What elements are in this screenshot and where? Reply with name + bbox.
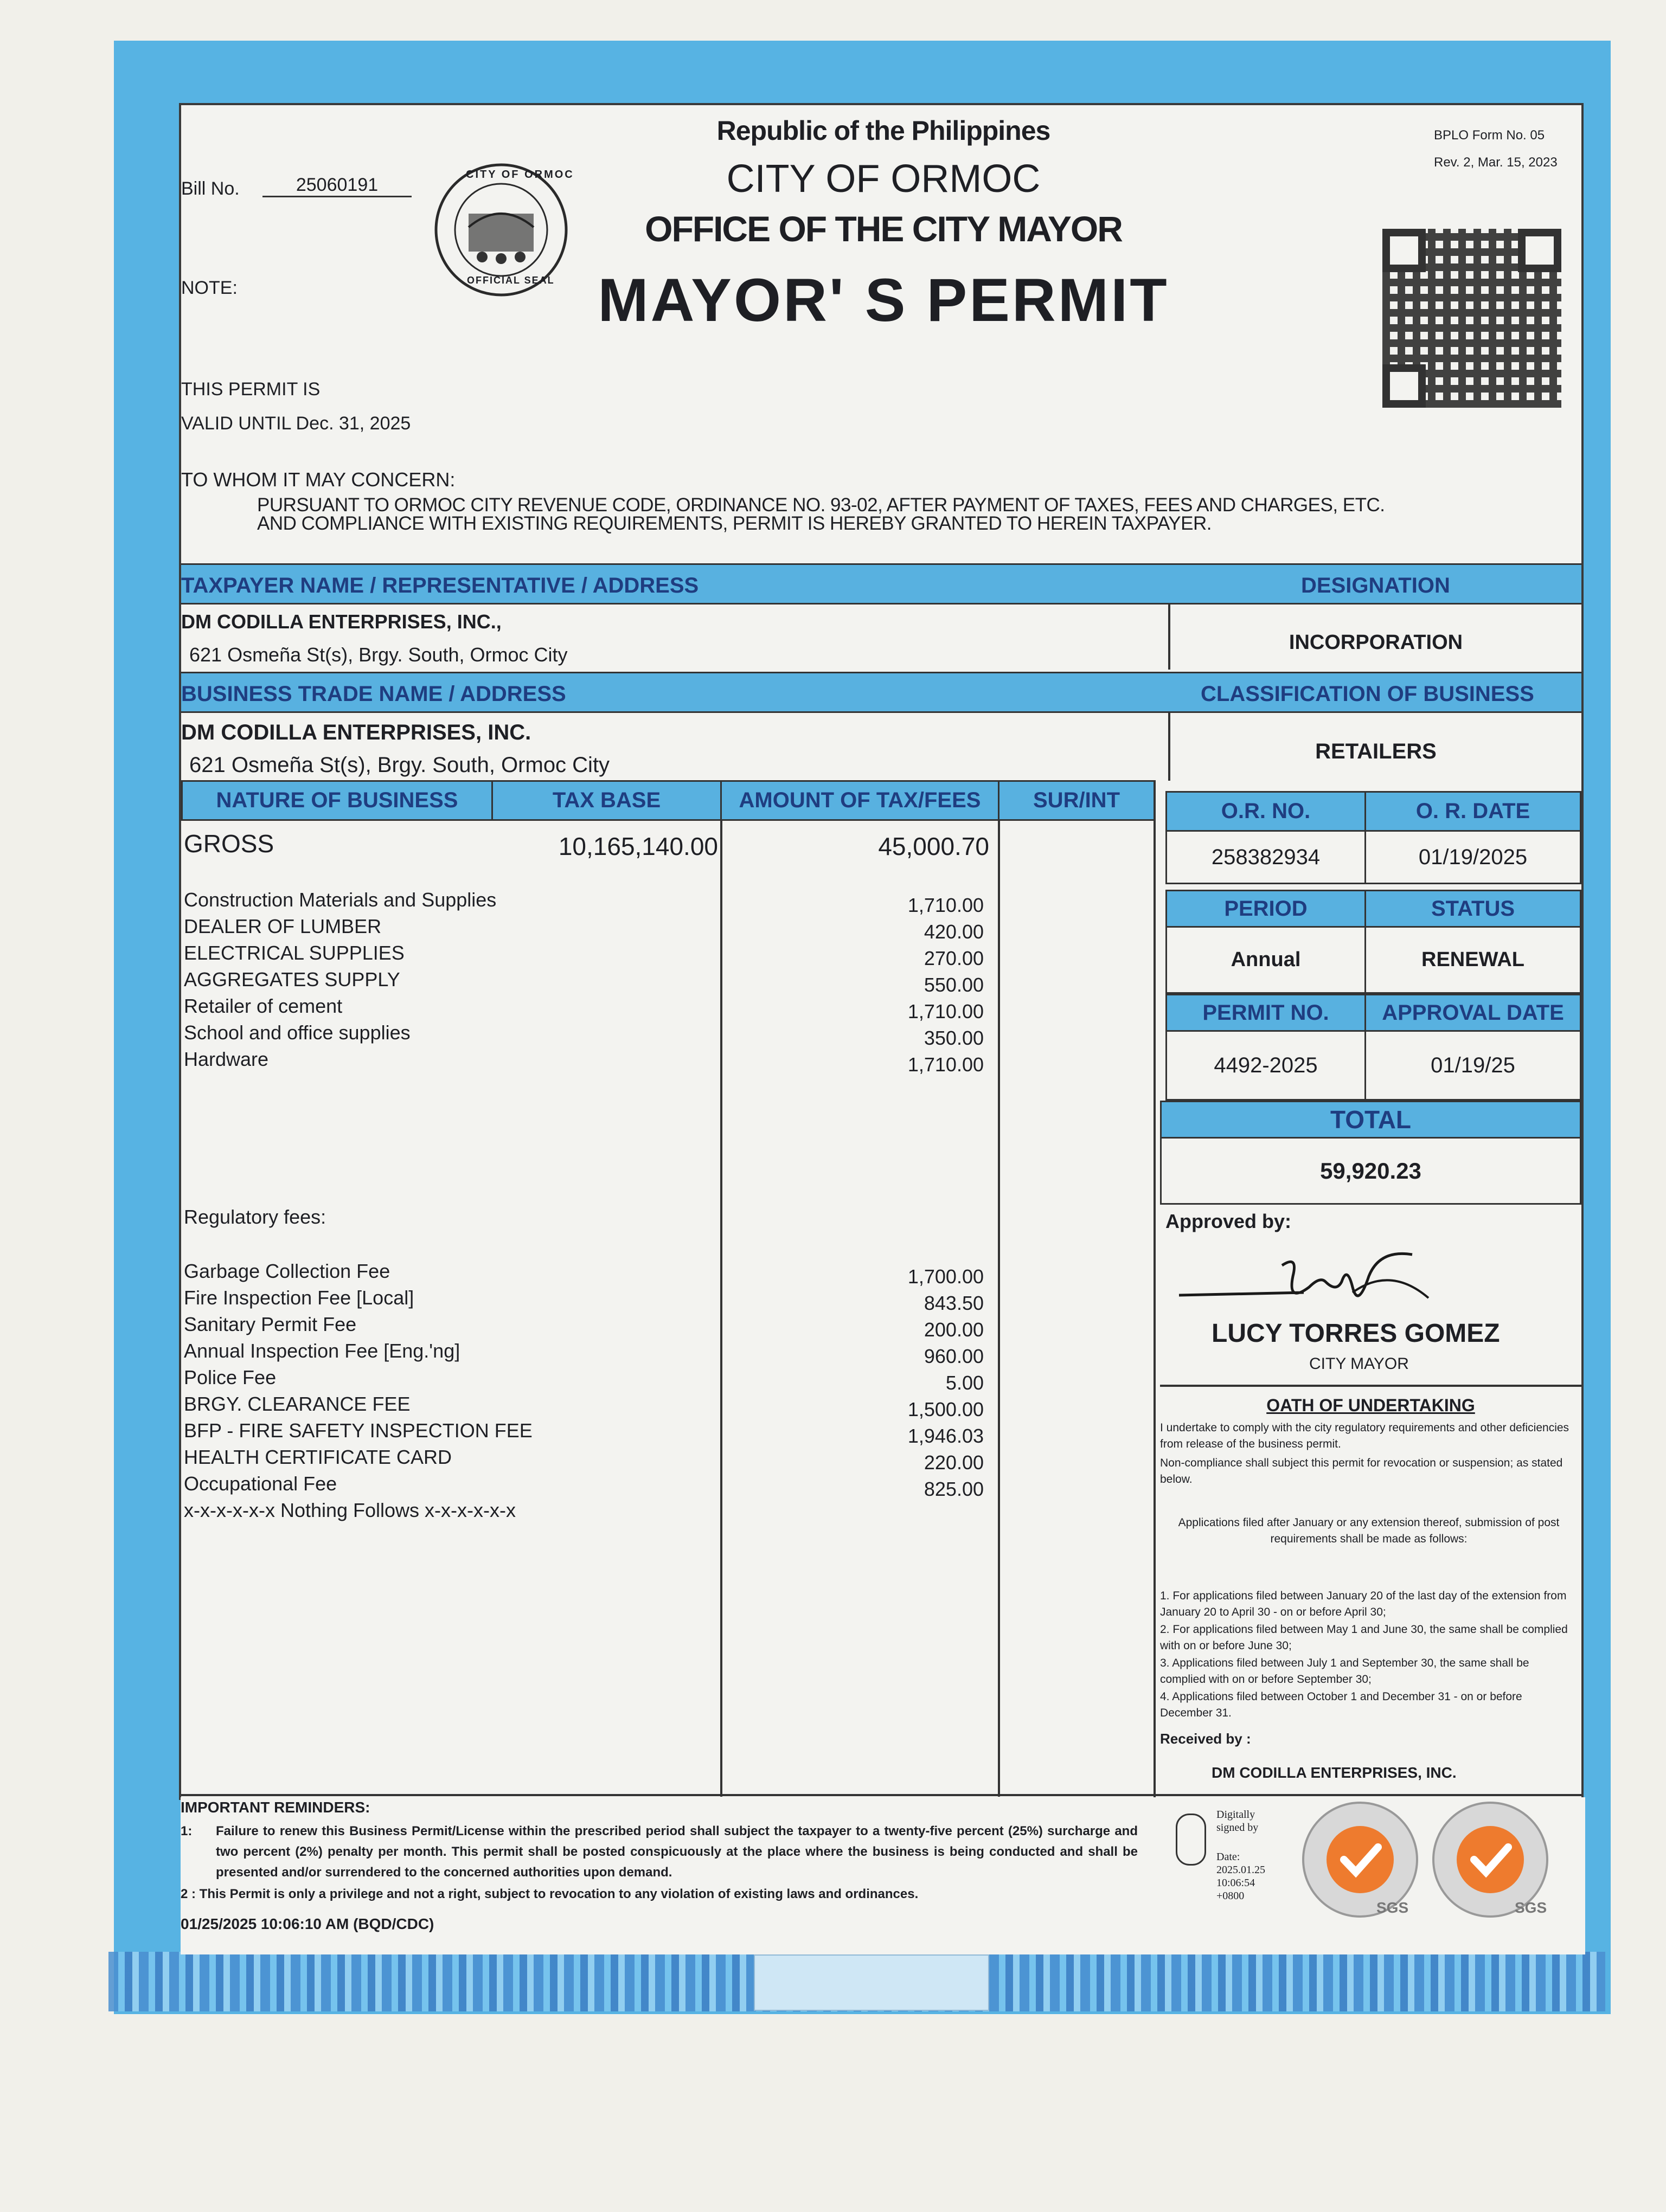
digital-signature-block — [1216, 1808, 1265, 1902]
digital-sig-line4: 2025.01.25 — [1216, 1864, 1265, 1876]
concern-line2: AND COMPLIANCE WITH EXISTING REQUIREMENTS, PERMIT IS HEREBY GRANTED TO HEREIN TAXPAYER. — [257, 513, 1212, 534]
period-label: PERIOD — [1165, 890, 1366, 928]
sgs-label: SGS — [1376, 1899, 1409, 1916]
oath-paragraph-3: Applications filed after January or any extension thereof, submission of post requirements shall be made as follows: — [1178, 1516, 1560, 1545]
validity-line1: THIS PERMIT IS — [181, 379, 321, 400]
business-address: 621 Osmeña St(s), Brgy. South, Ormoc City — [189, 753, 610, 777]
qr-code-icon — [1382, 229, 1561, 408]
period-value: Annual — [1165, 926, 1366, 994]
list-item: HEALTH CERTIFICATE CARD — [184, 1446, 452, 1468]
taxpayer-address: 621 Osmeña St(s), Brgy. South, Ormoc City — [189, 644, 568, 666]
taxpayer-name: DM CODILLA ENTERPRISES, INC., — [181, 610, 502, 633]
republic-header: Republic of the Philippines — [716, 115, 1050, 146]
permit-no-value: 4492-2025 — [1165, 1030, 1366, 1101]
col-nature: NATURE OF BUSINESS — [181, 780, 493, 821]
approved-by-label: Approved by: — [1165, 1210, 1292, 1232]
oath-item-2: 2. For applications filed between May 1 and June 30, the same shall be complied with on or before June 30; — [1160, 1623, 1568, 1652]
list-item: Police Fee — [184, 1366, 277, 1388]
designation-value: INCORPORATION — [1289, 631, 1463, 654]
oath-paragraph-1: I undertake to comply with the city regulatory requirements and other deficiencies from release of the business permit. — [1160, 1422, 1569, 1450]
total-value: 59,920.23 — [1160, 1137, 1581, 1205]
regulatory-label: Regulatory fees: — [184, 1206, 326, 1228]
taxpayer-header-bar — [181, 563, 1581, 605]
digital-sig-line3: Date: — [1216, 1851, 1240, 1863]
list-item: Fire Inspection Fee [Local] — [184, 1287, 414, 1309]
taxpayer-header: TAXPAYER NAME / REPRESENTATIVE / ADDRESS — [181, 574, 699, 597]
list-item: Retailer of cement — [184, 995, 343, 1017]
divider — [181, 1794, 1581, 1796]
concern-line1: PURSUANT TO ORMOC CITY REVENUE CODE, ORDINANCE NO. 93-02, AFTER PAYMENT OF TAXES, FEES AND CHARGES, ETC. — [257, 494, 1385, 516]
sgs-badge-icon — [1428, 1797, 1553, 1922]
business-header: BUSINESS TRADE NAME / ADDRESS — [181, 682, 566, 706]
or-no-value: 258382934 — [1165, 830, 1366, 884]
list-item: Garbage Collection Fee — [184, 1260, 390, 1282]
received-by-name: DM CODILLA ENTERPRISES, INC. — [1212, 1764, 1457, 1781]
digital-sig-line6: +0800 — [1216, 1890, 1245, 1902]
reminder-1-number: 1: — [181, 1824, 193, 1838]
business-header-bar — [181, 672, 1581, 713]
seal-bottom-text: OFFICIAL SEAL — [467, 275, 555, 286]
list-item: Hardware — [184, 1048, 269, 1070]
paperclip-icon — [1176, 1814, 1206, 1866]
status-value: RENEWAL — [1364, 926, 1581, 994]
mayor-name: LUCY TORRES GOMEZ — [1212, 1319, 1500, 1348]
approval-date-label: APPROVAL DATE — [1364, 994, 1581, 1032]
reminders-title: IMPORTANT REMINDERS: — [181, 1799, 370, 1816]
or-no-label: O.R. NO. — [1165, 791, 1366, 832]
list-item-amount: 1,946.03 — [907, 1425, 984, 1447]
oath-item-1: 1. For applications filed between January 20 of the last day of the extension from January 20 to April 30 - on or before April 30; — [1160, 1590, 1567, 1618]
sgs-label: SGS — [1515, 1899, 1547, 1916]
permit-document — [179, 103, 1584, 1800]
list-item: Annual Inspection Fee [Eng.'ng] — [184, 1340, 460, 1362]
permit-title: MAYOR' S PERMIT — [598, 266, 1169, 334]
divider — [720, 821, 722, 1797]
list-item-amount: 825.00 — [924, 1478, 984, 1500]
or-date-value: 01/19/2025 — [1364, 830, 1581, 884]
classification-header: CLASSIFICATION OF BUSINESS — [1201, 682, 1534, 706]
oath-item-4: 4. Applications filed between October 1 and December 31 - on or before December 31. — [1160, 1690, 1522, 1719]
list-item: Sanitary Permit Fee — [184, 1313, 357, 1335]
mayor-title: CITY MAYOR — [1309, 1355, 1409, 1373]
classification-value: RETAILERS — [1315, 740, 1437, 763]
list-item-amount: 350.00 — [924, 1027, 984, 1049]
reminder-1-text: Failure to renew this Business Permit/License within the prescribed period shall subject the taxpayer to a twenty-five percent (25%) surcharge and two percent (2%) penalty per month. This permit shall be posted conspicuously at the place where the business is being conducted and shall be presented and/or surrendered to the concerned authorities upon demand. — [216, 1824, 1138, 1880]
col-amount: AMOUNT OF TAX/FEES — [720, 780, 999, 821]
list-item-amount: 220.00 — [924, 1451, 984, 1474]
permit-no-label: PERMIT NO. — [1165, 994, 1366, 1032]
bottom-barcode-area — [754, 1954, 989, 2011]
digital-sig-line5: 10:06:54 — [1216, 1877, 1255, 1889]
list-item: BRGY. CLEARANCE FEE — [184, 1393, 411, 1415]
list-item-amount: 1,710.00 — [907, 1000, 984, 1023]
oath-paragraph-2: Non-compliance shall subject this permit for revocation or suspension; as stated below. — [1160, 1457, 1563, 1486]
oath-item-3: 3. Applications filed between July 1 and September 30, the same shall be complied with on or before September 30; — [1160, 1657, 1529, 1686]
concern-salutation: TO WHOM IT MAY CONCERN: — [181, 468, 456, 491]
city-name: CITY OF ORMOC — [726, 157, 1041, 201]
digital-sig-line2: signed by — [1216, 1822, 1259, 1834]
note-label: NOTE: — [181, 278, 238, 298]
list-item-amount: 843.50 — [924, 1292, 984, 1314]
gross-label: GROSS — [184, 829, 274, 858]
list-item: School and office supplies — [184, 1021, 411, 1044]
total-label: TOTAL — [1160, 1101, 1581, 1139]
list-item-amount: 270.00 — [924, 947, 984, 969]
list-item-amount: 1,710.00 — [907, 1053, 984, 1076]
digital-sig-line1: Digitally — [1216, 1809, 1255, 1821]
list-item: DEALER OF LUMBER — [184, 915, 382, 937]
designation-header: DESIGNATION — [1301, 574, 1450, 597]
divider — [1154, 780, 1156, 1799]
status-label: STATUS — [1364, 890, 1581, 928]
divider — [998, 821, 1000, 1797]
received-by-label: Received by : — [1160, 1731, 1251, 1747]
sgs-badge-icon — [1298, 1797, 1422, 1922]
validity-line2: VALID UNTIL Dec. 31, 2025 — [181, 413, 411, 434]
list-item-amount: 200.00 — [924, 1319, 984, 1341]
list-item-amount: 420.00 — [924, 921, 984, 943]
divider — [1160, 1385, 1581, 1387]
nothing-follows: x-x-x-x-x-x Nothing Follows x-x-x-x-x-x — [184, 1499, 516, 1521]
list-item: ELECTRICAL SUPPLIES — [184, 942, 405, 964]
bill-number: 25060191 — [262, 175, 412, 197]
office-name: OFFICE OF THE CITY MAYOR — [645, 209, 1122, 249]
or-date-label: O. R. DATE — [1364, 791, 1581, 832]
gross-amount: 45,000.70 — [878, 832, 989, 860]
bill-label: Bill No. — [181, 178, 240, 199]
oath-title: OATH OF UNDERTAKING — [1266, 1396, 1475, 1415]
list-item: Construction Materials and Supplies — [184, 889, 497, 911]
list-item-amount: 1,500.00 — [907, 1398, 984, 1420]
mayor-signature-icon — [1174, 1244, 1445, 1325]
list-item-amount: 1,710.00 — [907, 894, 984, 916]
list-item: BFP - FIRE SAFETY INSPECTION FEE — [184, 1419, 533, 1442]
col-surint: SUR/INT — [998, 780, 1155, 821]
form-number: BPLO Form No. 05 — [1434, 128, 1545, 143]
business-name: DM CODILLA ENTERPRISES, INC. — [181, 721, 531, 744]
city-seal-icon — [433, 162, 574, 298]
reminder-2-text: 2 : This Permit is only a privilege and not a right, subject to revocation to any violation of existing laws and ordinances. — [181, 1887, 919, 1901]
list-item-amount: 5.00 — [945, 1372, 984, 1394]
list-item-amount: 1,700.00 — [907, 1265, 984, 1288]
reminders-section — [181, 1797, 1585, 1954]
col-tax-base: TAX BASE — [491, 780, 722, 821]
list-item: AGGREGATES SUPPLY — [184, 968, 400, 991]
seal-top-text: CITY OF ORMOC — [466, 169, 574, 181]
print-timestamp: 01/25/2025 10:06:10 AM (BQD/CDC) — [181, 1915, 434, 1932]
list-item: Occupational Fee — [184, 1472, 337, 1495]
list-item-amount: 550.00 — [924, 974, 984, 996]
approval-date-value: 01/19/25 — [1364, 1030, 1581, 1101]
list-item-amount: 960.00 — [924, 1345, 984, 1367]
form-revision: Rev. 2, Mar. 15, 2023 — [1434, 155, 1558, 170]
gross-tax-base: 10,165,140.00 — [558, 832, 718, 860]
